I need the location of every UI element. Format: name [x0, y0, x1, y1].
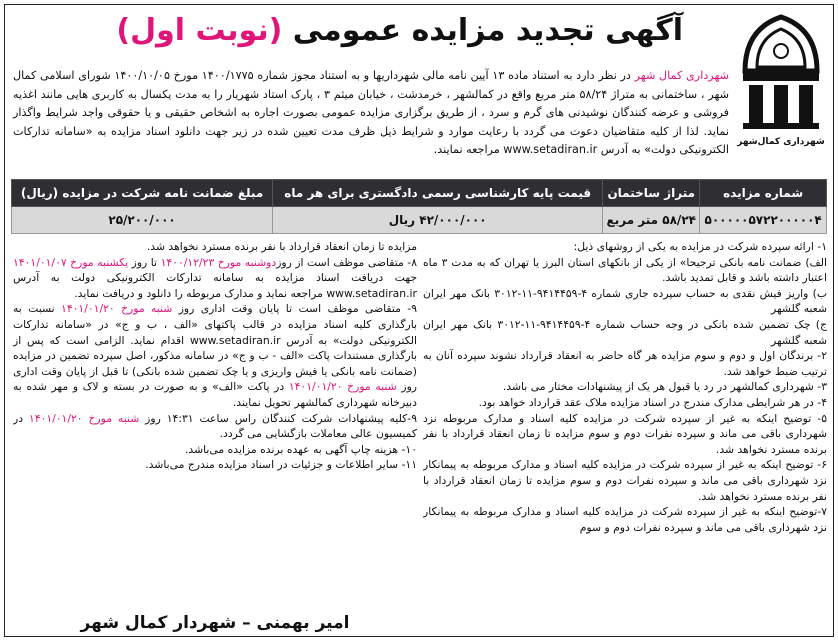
turn-label: (نوبت اول) — [116, 13, 283, 48]
conditions-right-column — [423, 239, 827, 634]
intro-highlight: شهرداری کمال شهر — [634, 69, 730, 82]
intro-text: در نظر دارد به استناد ماده ۱۳ آیین نامه مالی شهرداریها و به استناد مجوز شماره ۱۴۰۰/۱۷۷۵ مورخ ۱۴۰۰/۱۰/۰۵ شورای اسلامی کمال شهر ، ساختمانی به متراژ ۵۸/۲۴ متر مربع واقع در کمالشهر ، خرمدشت ، خیابان میثم ۳ ، پارک استاد شهریار را به مدت یکسال به کاربری هایی مانند اغذیه فروشی و عرضه کنندگان نوشیدنی های گرم و سرد ، از طریق برگزاری مزایده عمومی بصورت اجاره به اشخاص حقیقی و یا حقوقی واجد شرایط واگذار نماید. لذا از کلیه متقاضیان دعوت می گردد با رعایت موارد و شرایط ذیل ظرف مدت تعیین شده در زیر جهت دانلود اسناد مزایده به «سامانه تدارکات الکترونیکی دولت» به آدرس www.setadiran.ir مراجعه نمایند. — [13, 69, 729, 157]
header-building-area: متراژ ساختمان — [603, 180, 700, 207]
condition-1: ۱- ارائه سپرده شرکت در مزایده به یکی از روشهای ذیل: — [573, 240, 827, 253]
condition-7: ۷-توضیح اینکه به غیر از سپرده شرکت در مزایده کلیه اسناد و مدارک مربوطه به پیمانکار نزد شهرداری باقی می ماند و سپرده نفرات دوم و سوم — [423, 505, 827, 534]
delivery-deadline: شنبه مورخ ۱۴۰۱/۰۱/۲۰ — [288, 380, 397, 394]
header-auction-number: شماره مزایده — [700, 180, 827, 207]
cell-guarantee-amount: ۲۵/۲۰۰/۰۰۰ — [12, 207, 273, 234]
condition-9 — [13, 301, 417, 410]
condition-1b: ب) واریز فیش نقدی به حساب سپرده جاری شماره ۴-۹۴۱۴۴۵۹-۱۱-۳۰۱۲ بانک مهر ایران شعبه گلشهر — [423, 286, 827, 316]
condition-9-mid: نسبت به بارگذاری کلیه اسناد مزایده در قالب پاکتهای «الف ، ب و ج» در «سامانه تدارکات الکترونیکی دولت» به آدرس www.setadiran.ir اقدام نماید. الزامی است که پس از بارگذاری مستندات پاکت «الف - ب و ج» در سامانه مذکور، اصل سپرده تضمین در مزایده (ضمانت نامه بانکی یا فیش واریزی و یا چک تضمین شده بانکی) تا قبل از پایان وقت اداری روز — [13, 302, 417, 394]
condition-9-rest: در پاکت «الف» و به صورت در بسته و لاک و مهر شده به دبیرخانه شهرداری کمالشهر تحویل نمایند. — [13, 380, 417, 409]
opening-date: شنبه مورخ ۱۴۰۱/۰۱/۲۰ — [28, 411, 140, 425]
title-text: آگهی تجدید مزایده عمومی — [292, 13, 683, 48]
header-guarantee-amount: مبلغ ضمانت نامه شرکت در مزایده (ریال) — [12, 180, 273, 207]
cell-building-area: ۵۸/۲۴ متر مربع — [603, 207, 700, 234]
condition-9-text: ۹- متقاضی موظف است تا پایان وقت اداری روز — [172, 302, 417, 316]
header-base-price: قیمت پایه کارشناسی رسمی دادگستری برای هر ماه — [273, 180, 603, 207]
condition-8-text: ۸- متقاضی موظف است از روز — [276, 255, 417, 269]
notice-title — [116, 13, 683, 48]
notice-frame — [4, 4, 834, 637]
upload-deadline: شنبه مورخ ۱۴۰۱/۰۱/۲۰ — [61, 302, 173, 316]
condition-8-rest: جهت دریافت اسناد مزایده به سامانه تدارکات الکترونیکی دولت به آدرس www.setadiran.ir مراجعه نماید و مدارک مربوطه را دانلود و دریافت نماید. — [13, 271, 417, 300]
condition-5: ۵- توضیح اینکه به غیر از سپرده شرکت در مزایده کلیه اسناد و مدارک مربوطه نزد شهرداری باقی می ماند و سپرده نفرات دوم و سوم مزایده تا زمان انعقاد قرارداد با نفر برنده مسترد نخواهد شد. — [423, 411, 827, 456]
auction-info-table — [11, 179, 827, 234]
condition-9b-rest: در کمیسیون عالی معاملات بازگشایی می گردد. — [13, 411, 417, 441]
table-header-row — [12, 180, 827, 207]
condition-6: ۶- توضیح اینکه به غیر از سپرده شرکت در مزایده کلیه اسناد و مدارک مربوطه به پیمانکار نزد شهرداری باقی می ماند و سپرده نفرات دوم و سوم مزایده تا زمان انعقاد قرارداد با نفر برنده مسترد نخواهد شد. — [423, 458, 827, 503]
condition-1a: الف) ضمانت نامه بانکی ترجیحا» از یکی از بانکهای استان البرز یا تهران که به مدت ۳ ماه اعتبار داشته باشد و قابل تمدید باشد. — [423, 255, 827, 285]
condition-2: ۲- برندگان اول و دوم و سوم مزایده هر گاه حاضر به انعقاد قرارداد نشوند سپرده آنان به ترتیب ضبط خواهد شد. — [423, 349, 827, 378]
cell-base-price: ۴۲/۰۰۰/۰۰۰ ریال — [273, 207, 603, 234]
table-row — [12, 207, 827, 234]
condition-4: ۴- در هر شرایطی مدارک مندرج در اسناد مزایده ملاک عقد قرارداد خواهد بود. — [478, 395, 827, 409]
conditions-section — [13, 239, 827, 634]
end-date: یکشنبه مورخ ۱۴۰۱/۰۱/۰۷ — [13, 255, 129, 269]
start-date: دوشنبه مورخ ۱۴۰۰/۱۲/۲۳ — [160, 255, 277, 269]
condition-10: ۱۰- هزینه چاپ آگهی به عهده برنده مزایده می‌باشد. — [184, 442, 417, 456]
condition-7-cont: مزایده تا زمان انعقاد قرارداد با نفر برنده مسترد نخواهد شد. — [146, 240, 417, 253]
municipality-logo — [735, 11, 827, 161]
condition-8-to: تا روز — [128, 255, 161, 269]
conditions-left-column — [13, 239, 417, 634]
municipality-emblem-icon — [735, 11, 827, 135]
condition-11: ۱۱- سایر اطلاعات و جزئیات در اسناد مزایده مندرج می‌باشد. — [145, 458, 417, 472]
header — [5, 5, 833, 69]
condition-8 — [13, 255, 417, 302]
condition-3: ۳- شهرداری کمالشهر در رد یا قبول هر یک از پیشنهادات مختار می باشد. — [502, 380, 827, 394]
condition-1c: ج) چک تضمین شده بانکی در وجه حساب شماره ۴-۹۴۱۴۴۵۹-۱۱-۳۰۱۲ بانک مهر ایران شعبه گلشهر — [423, 317, 827, 347]
logo-caption: شهرداری کمال‌شهر — [737, 137, 825, 147]
condition-9b — [13, 411, 417, 442]
cell-auction-number: ۵۰۰۰۰۰۵۷۲۲۰۰۰۰۰۴ — [700, 207, 827, 234]
signature: امیر بهمنی – شهردار کمال شهر — [80, 613, 350, 634]
condition-9b-text: ۹-کلیه پیشنهادات شرکت کنندگان راس ساعت ۱۴:۳۱ روز — [139, 411, 417, 425]
intro-paragraph — [13, 67, 729, 160]
